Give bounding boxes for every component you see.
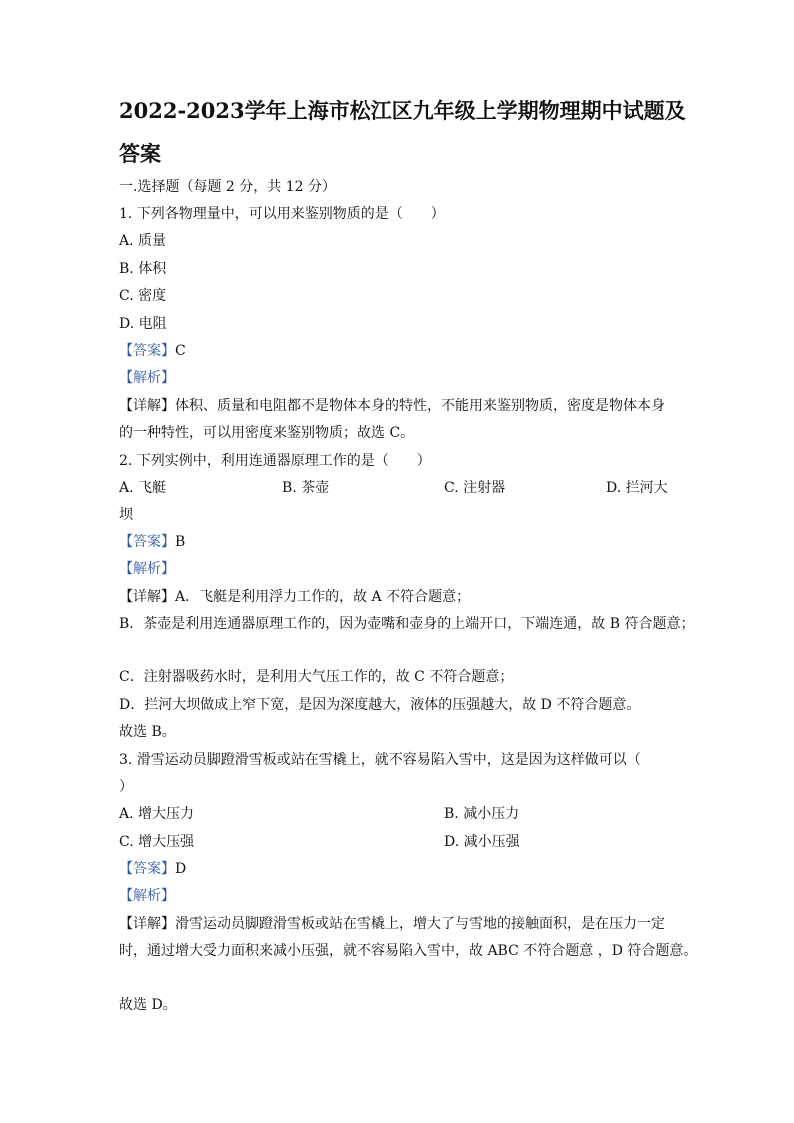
- q3-detail-line-1: [119, 914, 665, 934]
- answer-tag: 【答案】: [119, 534, 175, 550]
- q2-detail-a: [119, 587, 470, 607]
- detail-tag: 【详解】: [119, 916, 175, 932]
- detail-tag: 【详解】: [119, 589, 175, 605]
- q3-option-d: D. 减小压强: [444, 834, 520, 850]
- analysis-tag: 【解析】: [119, 370, 175, 386]
- answer-tag: 【答案】: [119, 861, 175, 877]
- q1-detail-text-1: 体积、质量和电阻都不是物体本身的特性，不能用来鉴别物质，密度是物体本身: [175, 398, 665, 414]
- q1-option-d: D. 电阻: [119, 316, 167, 332]
- answer-tag: 【答案】: [119, 343, 175, 359]
- q2-stem: 2. 下列实例中，利用连通器原理工作的是（ ）: [119, 453, 431, 469]
- q1-option-b: B. 体积: [119, 261, 167, 277]
- analysis-tag: 【解析】: [119, 888, 175, 904]
- q2-detail-a-text: A．飞艇是利用浮力工作的，故 A 不符合题意；: [175, 589, 471, 605]
- q2-option-d: D. 拦河大: [606, 480, 668, 496]
- q1-answer-value: C: [175, 343, 186, 359]
- q1-option-a: A. 质量: [119, 233, 167, 249]
- q3-stem: 3. 滑雪运动员脚蹬滑雪板或站在雪橇上，就不容易陷入雪中，这是因为这样做可以（: [119, 752, 641, 768]
- section-heading: 一.选择题（每题 2 分，共 12 分）: [119, 179, 336, 195]
- q3-answer: [119, 859, 186, 879]
- q2-detail-b: B．茶壶是利用连通器原理工作的，因为壶嘴和壶身的上端开口，下端连通，故 B 符合题意；: [119, 616, 695, 632]
- q2-conclusion: 故选 B。: [119, 724, 176, 740]
- q2-detail-d: D．拦河大坝做成上窄下宽，是因为深度越大，液体的压强越大，故 D 不符合题意。: [119, 697, 641, 713]
- q1-analysis: [119, 368, 175, 388]
- q2-option-b: B. 茶壶: [282, 480, 330, 496]
- q1-answer: [119, 341, 186, 361]
- q3-detail-text-1: 滑雪运动员脚蹬滑雪板或站在雪橇上，增大了与雪地的接触面积，是在压力一定: [175, 916, 665, 932]
- q3-stem-wrap: ）: [119, 779, 133, 795]
- q3-option-b: B. 减小压力: [444, 806, 520, 822]
- document-title-line-2: 答案: [119, 141, 161, 166]
- q1-detail-line-2: 的一种特性，可以用密度来鉴别物质；故选 C。: [119, 425, 415, 441]
- q3-conclusion: 故选 D。: [119, 997, 177, 1013]
- q2-answer-value: B: [175, 534, 186, 550]
- detail-tag: 【详解】: [119, 398, 175, 414]
- q2-answer: [119, 532, 185, 552]
- q1-detail-line-1: [119, 396, 665, 416]
- q1-option-c: C. 密度: [119, 288, 167, 304]
- q2-detail-c: C．注射器吸药水时，是利用大气压工作的，故 C 不符合题意；: [119, 669, 514, 685]
- q3-detail-line-2: 时，通过增大受力面积来减小压强，就不容易陷入雪中，故 ABC 不符合题意 ，D 符合题意。: [119, 943, 698, 959]
- q2-option-c: C. 注射器: [444, 480, 506, 496]
- q3-option-c: C. 增大压强: [119, 834, 195, 850]
- q2-option-a: A. 飞艇: [119, 480, 167, 496]
- document-title-line-1: 2022-2023学年上海市松江区九年级上学期物理期中试题及: [119, 98, 686, 123]
- q3-analysis: [119, 886, 175, 906]
- q3-answer-value: D: [175, 861, 187, 877]
- q2-analysis: [119, 559, 175, 579]
- q3-option-a: A. 增大压力: [119, 806, 195, 822]
- q1-stem: 1. 下列各物理量中，可以用来鉴别物质的是（ ）: [119, 206, 445, 222]
- q2-option-wrap: 坝: [119, 507, 133, 523]
- analysis-tag: 【解析】: [119, 561, 175, 577]
